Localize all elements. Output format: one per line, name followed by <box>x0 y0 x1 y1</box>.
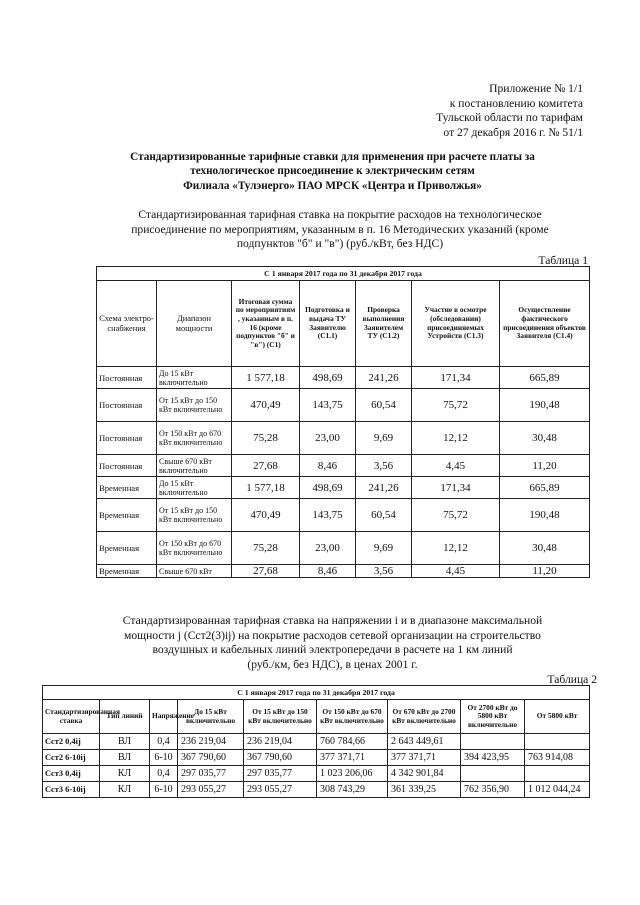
table-cell: 367 790,60 <box>178 750 244 766</box>
table-cell: 1 023 206,06 <box>317 766 388 782</box>
section2-subtitle-line-1: Стандартизированная тарифная ставка на напряжении i и в диапазоне максимальной <box>122 614 543 627</box>
table-cell: Постоянная <box>97 422 157 455</box>
table-row <box>97 389 590 422</box>
table2-header-row <box>43 700 590 734</box>
table2-header: Тип линий <box>100 700 150 734</box>
table-cell: 11,20 <box>500 455 590 477</box>
table-cell: Временная <box>97 477 157 499</box>
table-row <box>97 422 590 455</box>
table-cell: 665,89 <box>500 367 590 389</box>
table-cell: 23,00 <box>300 422 356 455</box>
table-cell: 3,56 <box>356 455 412 477</box>
table-cell: 293 055,27 <box>244 782 317 798</box>
table2-header: Стандартизированная ставка <box>43 700 100 734</box>
table-row <box>43 766 590 782</box>
table-cell: 394 423,95 <box>461 750 525 766</box>
table-cell: 1 577,18 <box>232 367 300 389</box>
table-row <box>43 750 590 766</box>
annex-line-4: от 27 декабря 2016 г. № 51/1 <box>443 125 583 139</box>
table-cell: Временная <box>97 532 157 565</box>
table-cell: 9,69 <box>356 422 412 455</box>
table-cell: От 150 кВт до 670 кВт включительно <box>157 422 232 455</box>
title-line-1: Стандартизированные тарифные ставки для применения при расчете платы за <box>130 151 535 163</box>
table-cell: 75,72 <box>412 389 500 422</box>
table-cell: 297 035,77 <box>178 766 244 782</box>
table-cell: 30,48 <box>500 422 590 455</box>
table-cell: 6-10 <box>150 750 178 766</box>
annex-line-2: к постановлению комитета <box>449 96 583 110</box>
table-cell: 190,48 <box>500 499 590 532</box>
table-cell: Временная <box>97 565 157 578</box>
table2-header: Напряжение <box>150 700 178 734</box>
table-cell: 297 035,77 <box>244 766 317 782</box>
table-cell: От 15 кВт до 150 кВт включительно <box>157 389 232 422</box>
table1-body <box>97 367 590 578</box>
table-cell: 498,69 <box>300 477 356 499</box>
table-cell: 498,69 <box>300 367 356 389</box>
table2 <box>42 685 590 798</box>
table2-caption-row <box>43 686 590 700</box>
table-cell: 60,54 <box>356 389 412 422</box>
table-cell: 308 743,29 <box>317 782 388 798</box>
table-cell: 12,12 <box>412 422 500 455</box>
table-cell: 470,49 <box>232 389 300 422</box>
table-cell: 143,75 <box>300 499 356 532</box>
table-cell: Свыше 670 кВт включительно <box>157 455 232 477</box>
table-cell: Cст3 6-10ij <box>43 782 100 798</box>
table-cell: 1 577,18 <box>232 477 300 499</box>
table2-caption: С 1 января 2017 года по 31 декабря 2017 года <box>43 686 590 700</box>
section1-subtitle-line-3: подпунктов "б" и "в") (руб./кВт, без НДС) <box>236 237 444 251</box>
table-cell: 3,56 <box>356 565 412 578</box>
table2-header: До 15 кВт включительно <box>178 700 244 734</box>
table-cell: 236 219,04 <box>178 734 244 750</box>
table-cell <box>525 734 590 750</box>
table-cell: 23,00 <box>300 532 356 565</box>
table-cell: 171,34 <box>412 367 500 389</box>
table-cell: 241,26 <box>356 477 412 499</box>
table-cell: Постоянная <box>97 455 157 477</box>
table-cell: 27,68 <box>232 565 300 578</box>
table-cell: 241,26 <box>356 367 412 389</box>
table-cell: Cст2 0,4ij <box>43 734 100 750</box>
table2-header: От 670 кВт до 2700 кВт включительно <box>388 700 461 734</box>
table-cell: 6-10 <box>150 782 178 798</box>
table1 <box>96 266 590 578</box>
table-cell: 30,48 <box>500 532 590 565</box>
annex-block <box>436 82 583 140</box>
table-cell: КЛ <box>100 782 150 798</box>
table-cell: 762 356,90 <box>461 782 525 798</box>
table2-header: От 15 кВт до 150 кВт включительно <box>244 700 317 734</box>
table2-header: От 2700 кВт до 5800 кВт включительно <box>461 700 525 734</box>
table-cell: 760 784,66 <box>317 734 388 750</box>
table1-label: Таблица 1 <box>538 254 588 267</box>
table-row <box>97 477 590 499</box>
title-line-2: технологическое присоединение к электрическим сетям <box>190 165 475 178</box>
table-cell <box>461 766 525 782</box>
table-cell: 143,75 <box>300 389 356 422</box>
table-cell: От 15 кВт до 150 кВт включительно <box>157 499 232 532</box>
table2-label: Таблица 2 <box>547 673 597 686</box>
table-row <box>43 782 590 798</box>
table-cell: 470,49 <box>232 499 300 532</box>
table-cell: 75,72 <box>412 499 500 532</box>
table-cell: Временная <box>97 499 157 532</box>
table-cell: 60,54 <box>356 499 412 532</box>
table-cell: Cст3 0,4ij <box>43 766 100 782</box>
table1-header: Осуществление фактического присоединения объектов Заявителя (С1.4) <box>500 281 590 367</box>
table2-header: От 5800 кВт <box>525 700 590 734</box>
table-cell: КЛ <box>100 766 150 782</box>
table-cell: От 150 кВт до 670 кВт включительно <box>157 532 232 565</box>
table-cell: 4 342 901,84 <box>388 766 461 782</box>
table-cell: До 15 кВт включительно <box>157 477 232 499</box>
section1-subtitle <box>95 208 585 252</box>
table-row <box>97 367 590 389</box>
table1-header: Итоговая сумма по мероприятиям , указанным в п. 16 (кроме подпунктов "б" и "в") (С1) <box>232 281 300 367</box>
table2-body <box>43 734 590 798</box>
section1-subtitle-line-1: Стандартизированная тарифная ставка на покрытие расходов на технологическое <box>138 208 542 221</box>
table-cell: До 15 кВт включительно <box>157 367 232 389</box>
table-cell: Cст2 6-10ij <box>43 750 100 766</box>
table-cell: 8,46 <box>300 565 356 578</box>
table1-caption-row <box>97 267 590 281</box>
table-cell: Постоянная <box>97 389 157 422</box>
table-cell: 665,89 <box>500 477 590 499</box>
section2-subtitle-line-3: воздушных и кабельных линий электропередачи в расчете на 1 км линий <box>152 643 513 657</box>
table-cell: 236 219,04 <box>244 734 317 750</box>
annex-line-1: Приложение № 1/1 <box>489 82 583 95</box>
table1-caption: С 1 января 2017 года по 31 декабря 2017 года <box>97 267 590 281</box>
table-cell: 9,69 <box>356 532 412 565</box>
table-cell: 8,46 <box>300 455 356 477</box>
table-cell: 367 790,60 <box>244 750 317 766</box>
table-row <box>43 734 590 750</box>
table1-header-row <box>97 281 590 367</box>
table-row <box>97 565 590 578</box>
table-cell: 75,28 <box>232 532 300 565</box>
table-cell: 0,4 <box>150 766 178 782</box>
section2-subtitle <box>75 614 590 672</box>
section1-subtitle-line-2: присоединение по мероприятиям, указанным в п. 16 Методических указаний (кроме <box>131 222 549 236</box>
table1-header: Схема электро-снабжения <box>97 281 157 367</box>
table-cell: 377 371,71 <box>317 750 388 766</box>
table-row <box>97 455 590 477</box>
table-cell: ВЛ <box>100 750 150 766</box>
table-row <box>97 532 590 565</box>
table-cell: 4,45 <box>412 565 500 578</box>
table-cell: 27,68 <box>232 455 300 477</box>
table-cell: 293 055,27 <box>178 782 244 798</box>
table-cell: 171,34 <box>412 477 500 499</box>
section2-subtitle-line-4: (руб./км, без НДС), в ценах 2001 г. <box>247 657 418 671</box>
table1-header: Проверка выполнения Заявителем ТУ (С1.2) <box>356 281 412 367</box>
table-cell: 2 643 449,61 <box>388 734 461 750</box>
table-cell: 361 339,25 <box>388 782 461 798</box>
table-cell: 4,45 <box>412 455 500 477</box>
table-cell: 190,48 <box>500 389 590 422</box>
table-cell <box>525 766 590 782</box>
table-cell: ВЛ <box>100 734 150 750</box>
table-cell: 0,4 <box>150 734 178 750</box>
table-cell: Постоянная <box>97 367 157 389</box>
table-row <box>97 499 590 532</box>
table-cell: 12,12 <box>412 532 500 565</box>
table-cell: 763 914,08 <box>525 750 590 766</box>
table1-header: Диапазон мощности <box>157 281 232 367</box>
document-title <box>80 150 585 193</box>
title-line-3: Филиала «Тулэнерго» ПАО МРСК «Центра и Приволжья» <box>183 179 482 192</box>
table-cell: 377 371,71 <box>388 750 461 766</box>
table2-header: От 150 кВт до 670 кВт включительно <box>317 700 388 734</box>
table-cell <box>461 734 525 750</box>
table1-header: Подготовка и выдача ТУ Заявителю (С1.1) <box>300 281 356 367</box>
table-cell: 75,28 <box>232 422 300 455</box>
section2-subtitle-line-2: мощности j (Cст2(3)ij) на покрытие расходов сетевой организации на строительство <box>124 628 541 642</box>
table-cell: Свыше 670 кВт <box>157 565 232 578</box>
table-cell: 11,20 <box>500 565 590 578</box>
table1-header: Участие в осмотре (обследовании) присоединяемых Устройств (С1.3) <box>412 281 500 367</box>
table-cell: 1 012 044,24 <box>525 782 590 798</box>
annex-line-3: Тульской области по тарифам <box>436 111 583 125</box>
